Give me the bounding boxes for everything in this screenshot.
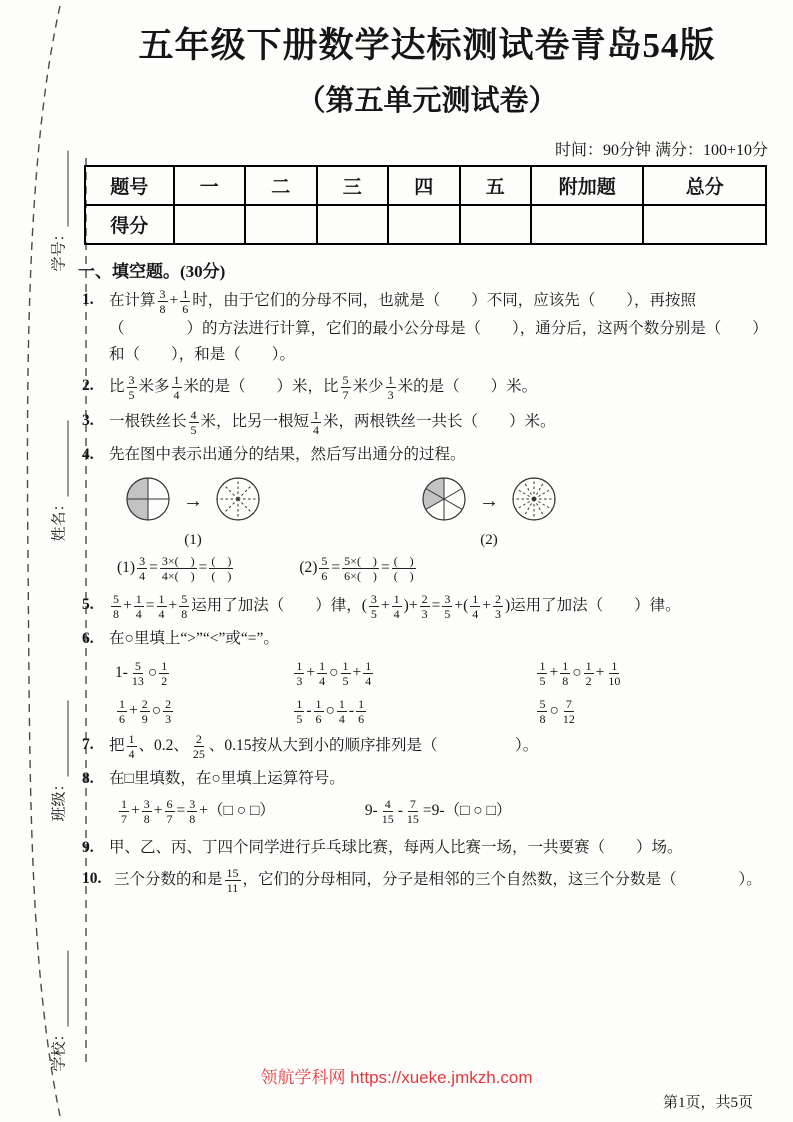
question-number: 3. (82, 411, 94, 429)
question-text: 在○里填上“>”“<”或“=”。 (109, 630, 279, 648)
fraction-diagrams (109, 476, 772, 549)
fill-equations (109, 796, 772, 826)
question-4 (82, 442, 772, 587)
student-name-blank (53, 420, 69, 496)
equation: 9- $\frac{4}{15}$ - $\frac{7}{15}$ =9-（□ ○ □） (364, 796, 512, 826)
score-cell-empty (531, 205, 643, 244)
school-label: 学校： (51, 1026, 68, 1072)
score-header-cell: 四 (388, 166, 460, 205)
arrow-icon: → (183, 489, 203, 512)
score-table-header-row (85, 166, 766, 205)
comparison-item: 1- $\frac{5}{13}$ ○ $\frac{1}{2}$ (115, 659, 168, 689)
student-number-label: 学号： (51, 226, 68, 272)
question-text: 在□里填数，在○里填上运算符号。 (109, 769, 345, 787)
equation: (1) $\frac{3}{4}$ = $\frac{3\times( )}{4\times( )}$ = $\frac{( )}{( )}$ (117, 553, 232, 583)
score-header-cell: 二 (245, 166, 317, 205)
score-cell-empty (317, 205, 389, 244)
section-1-title: 一、填空题。(30分) (78, 262, 226, 281)
conversion-equations (109, 553, 772, 583)
question-1 (82, 287, 772, 368)
student-number-field (48, 140, 69, 272)
watermark-site-link: 领航学科网 https://xueke.jmkzh.com (260, 1068, 533, 1087)
arrow-icon: → (479, 489, 499, 512)
equation: $\frac{1}{7}$ + $\frac{3}{8}$ + $\frac{6}{7}$ = $\frac{3}{8}$ +（□ ○ □） (121, 796, 275, 826)
question-9 (82, 835, 772, 861)
page-subtitle: （第五单元测试卷） (296, 85, 558, 117)
question-6 (82, 626, 772, 726)
score-table-score-row (85, 205, 766, 244)
question-2 (82, 373, 772, 402)
question-8 (82, 766, 772, 830)
school-blank (53, 950, 69, 1026)
score-header-cell: 题号 (85, 166, 174, 205)
question-number: 4. (82, 445, 94, 463)
question-number: 9. (82, 838, 94, 856)
question-text: 在计算 $\frac{3}{8}$ + $\frac{1}{6}$ 时，由于它们的分母不同，也就是（ ）不同，应该先（ ），再按照（ ）的方法进行计算，它们的最小公分母是（ ），通分后，这两个数分别是（ ）和（ ），和是（ ）。 (109, 287, 768, 364)
student-number-blank (53, 150, 69, 226)
student-name-label: 姓名： (51, 496, 68, 542)
score-row-label: 得分 (85, 205, 174, 244)
question-text: 甲、乙、丙、丁四个同学进行乒乓球比赛，每两人比赛一场，一共要赛（ ）场。 (109, 838, 683, 856)
score-table (84, 165, 767, 245)
score-cell-empty (245, 205, 317, 244)
page-number: 第1页，共5页 (662, 1095, 753, 1111)
score-cell-empty (174, 205, 246, 244)
question-text: 一根铁丝长 $\frac{4}{5}$ 米，比另一根短 $\frac{1}{4}$ 米，两根铁丝一共长（ ）米。 (109, 407, 556, 437)
diagram-label: (2) (480, 531, 498, 548)
score-header-cell: 附加题 (531, 166, 643, 205)
comparison-item: $\frac{5}{8}$ ○ $\frac{7}{12}$ (539, 697, 575, 727)
fraction-diagram-1 (125, 476, 261, 549)
score-cell-empty (643, 205, 766, 244)
fraction-diagram-2 (421, 476, 557, 549)
diagram-label: (1) (184, 531, 202, 548)
score-cell-empty (388, 205, 460, 244)
time-info: 时间：90分钟 满分：100+10分 (554, 142, 768, 159)
question-body (109, 626, 772, 726)
fraction-circle-target (511, 476, 557, 527)
comparison-item: $\frac{1}{5}$ + $\frac{1}{8}$ ○ $\frac{1}{2}$ + $\frac{1}{10}$ (539, 659, 621, 689)
question-text: 把 $\frac{1}{4}$ 、0.2、 $\frac{2}{25}$ 、0.15按从大到小的顺序排列是（ ）。 (109, 731, 539, 761)
question-text: $\frac{5}{8}$ + $\frac{1}{4}$ = $\frac{1}{4}$ + $\frac{5}{8}$ 运用了加法（ ）律，( $\frac{3}{5}$ + $\frac{1}{4}$ )+ $\frac{2}{3}$ = $\frac{3}{5}$ +( $\frac{1}{4}$ + $\frac{2}{3}$ )运用了加法（ ）律。 (113, 592, 681, 622)
student-name-field (48, 410, 69, 542)
score-header-cell: 一 (174, 166, 246, 205)
score-header-cell: 五 (460, 166, 532, 205)
question-number: 7. (82, 735, 94, 753)
question-number: 5. (82, 596, 94, 614)
score-header-cell: 三 (317, 166, 389, 205)
comparison-item: $\frac{1}{3}$ + $\frac{1}{4}$ ○ $\frac{1}{5}$ + $\frac{1}{4}$ (296, 659, 372, 689)
question-number: 2. (82, 377, 94, 395)
question-text: 比 $\frac{3}{5}$ 米多 $\frac{1}{4}$ 米的是（ ）米，比 $\frac{5}{7}$ 米少 $\frac{1}{3}$ 米的是（ ）米。 (109, 373, 538, 403)
comparison-item: $\frac{1}{6}$ + $\frac{2}{9}$ ○ $\frac{2}{3}$ (119, 697, 172, 727)
question-body (109, 766, 772, 830)
class-blank (53, 700, 69, 776)
page-title: 五年级下册数学达标测试卷青岛54版 (138, 26, 716, 65)
question-text: 三个分数的和是 $\frac{15}{11}$ ，它们的分母相同，分子是相邻的三个自然数，这三个分数是（ ）。 (114, 865, 762, 896)
question-3 (82, 408, 772, 437)
question-number: 6. (82, 630, 94, 648)
score-header-cell: 总分 (643, 166, 766, 205)
fraction-circle-target (215, 476, 261, 527)
question-number: 1. (82, 291, 94, 308)
question-7 (82, 732, 772, 761)
paper-content (78, 18, 772, 900)
diagram-circles (421, 476, 557, 527)
question-text: 先在图中表示出通分的结果，然后写出通分的过程。 (109, 445, 466, 463)
equation: (2) $\frac{5}{6}$ = $\frac{5\times( )}{6\times( )}$ = $\frac{( )}{( )}$ (299, 553, 414, 583)
diagram-circles (125, 476, 261, 527)
score-cell-empty (460, 205, 532, 244)
question-5 (82, 592, 772, 621)
question-number: 10. (82, 869, 102, 887)
comparison-grid (109, 658, 772, 726)
fraction-circle-source (125, 476, 171, 527)
question-body (109, 442, 772, 587)
question-10 (82, 866, 772, 895)
class-field (48, 690, 69, 822)
fraction-circle-source (421, 476, 467, 527)
class-label: 班级： (51, 776, 68, 822)
question-number: 8. (82, 769, 94, 787)
school-field (48, 940, 69, 1072)
comparison-item: $\frac{1}{5}$ - $\frac{1}{6}$ ○ $\frac{1}{4}$ - $\frac{1}{6}$ (296, 697, 365, 727)
